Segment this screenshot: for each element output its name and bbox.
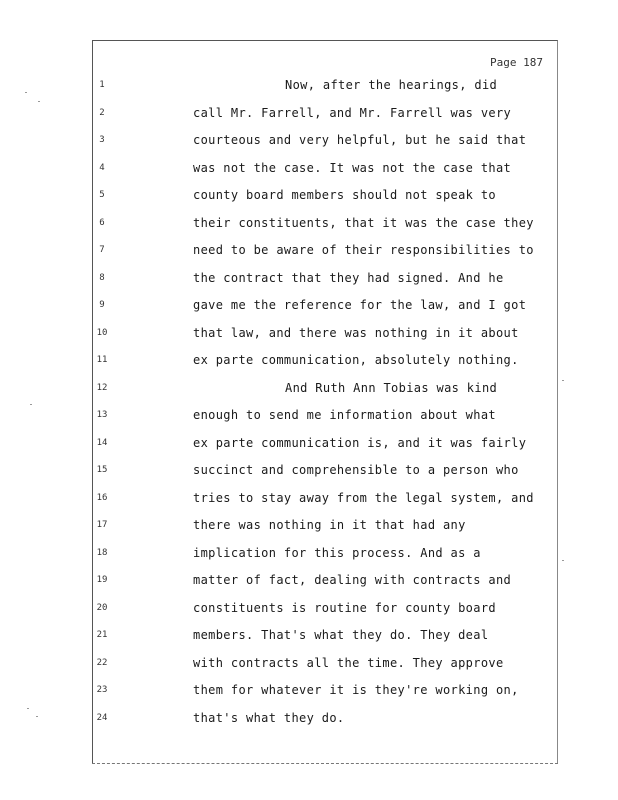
page-bottom-rule xyxy=(92,763,558,764)
page-number: Page 187 xyxy=(490,56,543,69)
transcript-line: Now, after the hearings, did xyxy=(285,78,498,92)
line-number: 14 xyxy=(96,437,108,448)
line-number: 10 xyxy=(96,327,108,338)
transcript-line: with contracts all the time. They approve xyxy=(193,655,504,670)
transcript-line: there was nothing in it that had any xyxy=(193,518,466,532)
line-number: 21 xyxy=(96,630,108,640)
line-number: 13 xyxy=(96,410,108,420)
scan-speck xyxy=(36,716,38,717)
scan-speck xyxy=(562,380,564,381)
line-number: 20 xyxy=(96,602,108,613)
transcript-line: them for whatever it is they're working on, xyxy=(193,683,519,697)
transcript-line: constituents is routine for county board xyxy=(193,600,496,615)
line-number: 8 xyxy=(99,272,105,283)
transcript-line: succinct and comprehensible to a person who xyxy=(193,463,519,477)
line-number: 2 xyxy=(99,107,105,118)
line-number: 24 xyxy=(96,712,108,723)
transcript-line: matter of fact, dealing with contracts and xyxy=(193,573,512,587)
line-number: 12 xyxy=(96,382,108,393)
line-number: 16 xyxy=(96,492,108,503)
line-number: 1 xyxy=(99,80,105,90)
transcript-line: that's what they do. xyxy=(193,710,345,725)
transcript-line: ex parte communication, absolutely nothing. xyxy=(193,353,519,367)
transcript-line: members. That's what they do. They deal xyxy=(193,628,489,642)
line-number: 15 xyxy=(96,465,108,475)
line-number: 22 xyxy=(96,657,108,668)
line-number: 4 xyxy=(99,162,105,173)
transcript-line: And Ruth Ann Tobias was kind xyxy=(285,380,498,395)
line-number: 11 xyxy=(96,355,108,365)
transcript-line: gave me the reference for the law, and I got xyxy=(193,298,527,312)
transcript-line: the contract that they had signed. And he xyxy=(193,270,504,285)
scan-speck xyxy=(38,101,40,102)
transcript-line: ex parte communication is, and it was fairly xyxy=(193,435,527,450)
transcript-line: that law, and there was nothing in it about xyxy=(193,325,519,340)
scan-speck xyxy=(25,92,27,93)
transcript-line: enough to send me information about what xyxy=(193,408,496,422)
line-number: 9 xyxy=(99,300,105,310)
scan-speck xyxy=(30,404,32,405)
transcript-line: need to be aware of their responsibilities to xyxy=(193,243,534,257)
transcript-line: their constituents, that it was the case they xyxy=(193,215,534,230)
line-number: 6 xyxy=(99,217,105,228)
transcript-line: county board members should not speak to xyxy=(193,188,496,202)
scan-speck xyxy=(562,560,564,561)
transcript-line: was not the case. It was not the case that xyxy=(193,160,512,175)
line-number: 19 xyxy=(96,575,108,585)
line-number: 17 xyxy=(96,520,108,530)
transcript-line: implication for this process. And as a xyxy=(193,545,481,560)
line-number: 5 xyxy=(99,190,105,200)
line-number: 3 xyxy=(99,135,105,145)
line-number: 23 xyxy=(96,685,108,695)
transcript-line: call Mr. Farrell, and Mr. Farrell was very xyxy=(193,105,512,120)
transcript-line: courteous and very helpful, but he said that xyxy=(193,133,527,147)
scan-speck xyxy=(27,708,29,709)
line-number: 18 xyxy=(96,547,108,558)
line-number: 7 xyxy=(99,245,105,255)
transcript-line: tries to stay away from the legal system, and xyxy=(193,490,534,505)
